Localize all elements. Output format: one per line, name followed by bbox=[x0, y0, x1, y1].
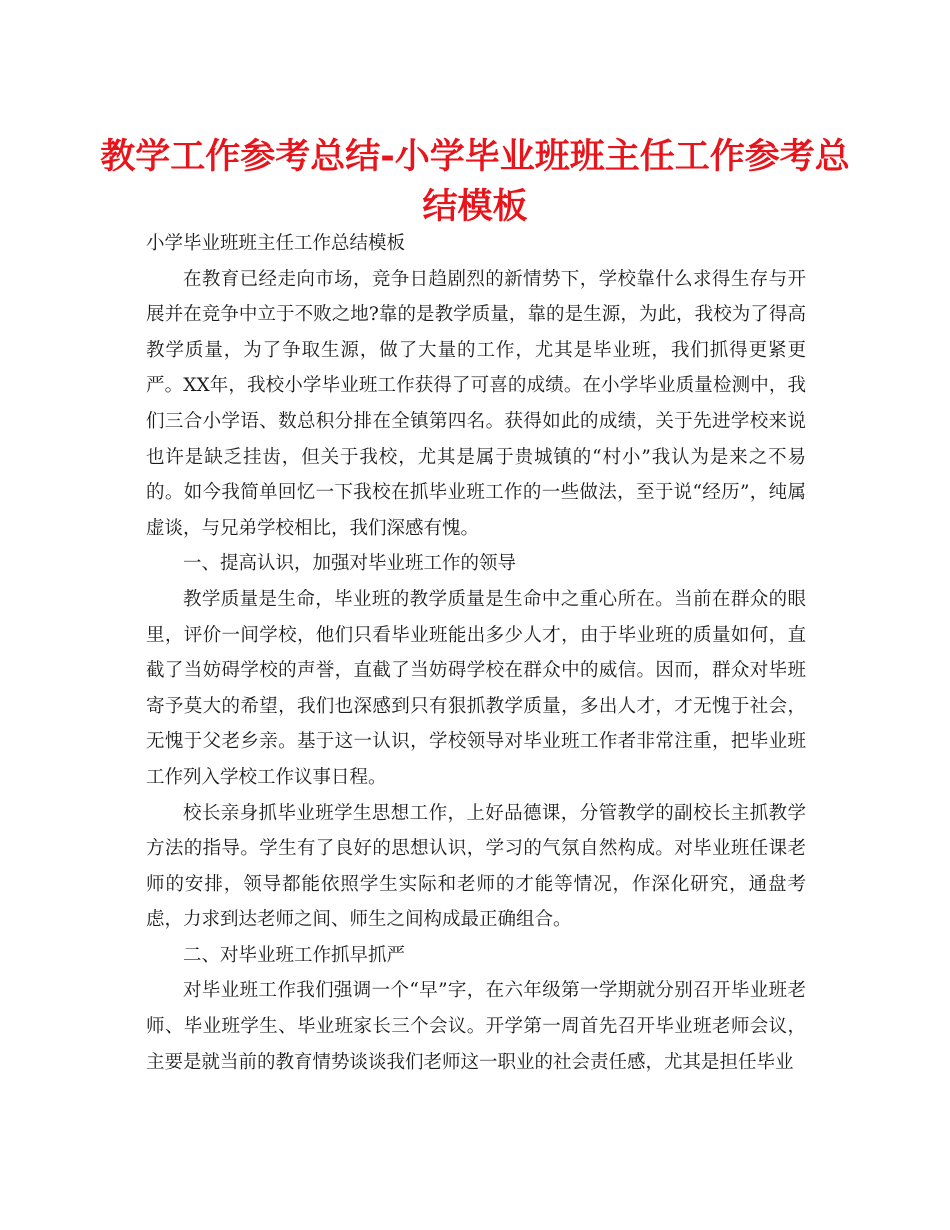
body-paragraph: 校长亲身抓毕业班学生思想工作，上好品德课，分管教学的副校长主抓教学方法的指导。学生有了良好的思想认识，学习的气氛自然构成。对毕业班任课老师的安排，领导都能依照学生实际和老师的才能等情况，作深化研究，通盘考虑，力求到达老师之间、师生之间构成最正确组合。 bbox=[146, 802, 806, 931]
body-paragraph: 教学质量是生命，毕业班的教学质量是生命中之重心所在。当前在群众的眼里，评价一间学校，他们只看毕业班能出多少人才，由于毕业班的质量如何，直截了当妨碍学校的声誉，直截了当妨碍学校在群众中的威信。因而，群众对毕班寄予莫大的希望，我们也深感到只有狠抓教学质量，多出人才，才无愧于社会，无愧于父老乡亲。基于这一认识，学校领导对毕业班工作者非常注重，把毕业班工作列入学校工作议事日程。 bbox=[146, 588, 806, 788]
section-heading: 一、提高认识，加强对毕业班工作的领导 bbox=[183, 553, 517, 575]
body-paragraph: 在教育已经走向市场，竞争日趋剧烈的新情势下，学校靠什么求得生存与开展并在竞争中立于不败之地?靠的是教学质量，靠的是生源，为此，我校为了得高教学质量，为了争取生源，做了大量的工作，尤其是毕业班，我们抓得更紧更严。XX年，我校小学毕业班工作获得了可喜的成绩。在小学毕业质量检测中，我们三合小学语、数总积分排在全镇第四名。获得如此的成绩，关于先进学校来说也许是缺乏挂齿，但关于我校，尤其是属于贵城镇的“村小”我认为是来之不易的。如今我简单回忆一下我校在抓毕业班工作的一些做法，至于说“经历”，纯属虚谈，与兄弟学校相比，我们深感有愧。 bbox=[146, 268, 806, 539]
document-body bbox=[146, 226, 806, 1080]
body-paragraph: 对毕业班工作我们强调一个“早”字，在六年级第一学期就分别召开毕业班老师、毕业班学生、毕业班家长三个会议。开学第一周首先召开毕业班老师会议，主要是就当前的教育情势谈谈我们老师这一职业的社会责任感，尤其是担任毕业 bbox=[146, 980, 806, 1073]
subtitle-paragraph: 小学毕业班班主任工作总结模板 bbox=[146, 233, 406, 254]
section-heading: 二、对毕业班工作抓早抓严 bbox=[183, 944, 406, 966]
document-title: 教学工作参考总结-小学毕业班班主任工作参考总结模板 bbox=[100, 137, 850, 227]
